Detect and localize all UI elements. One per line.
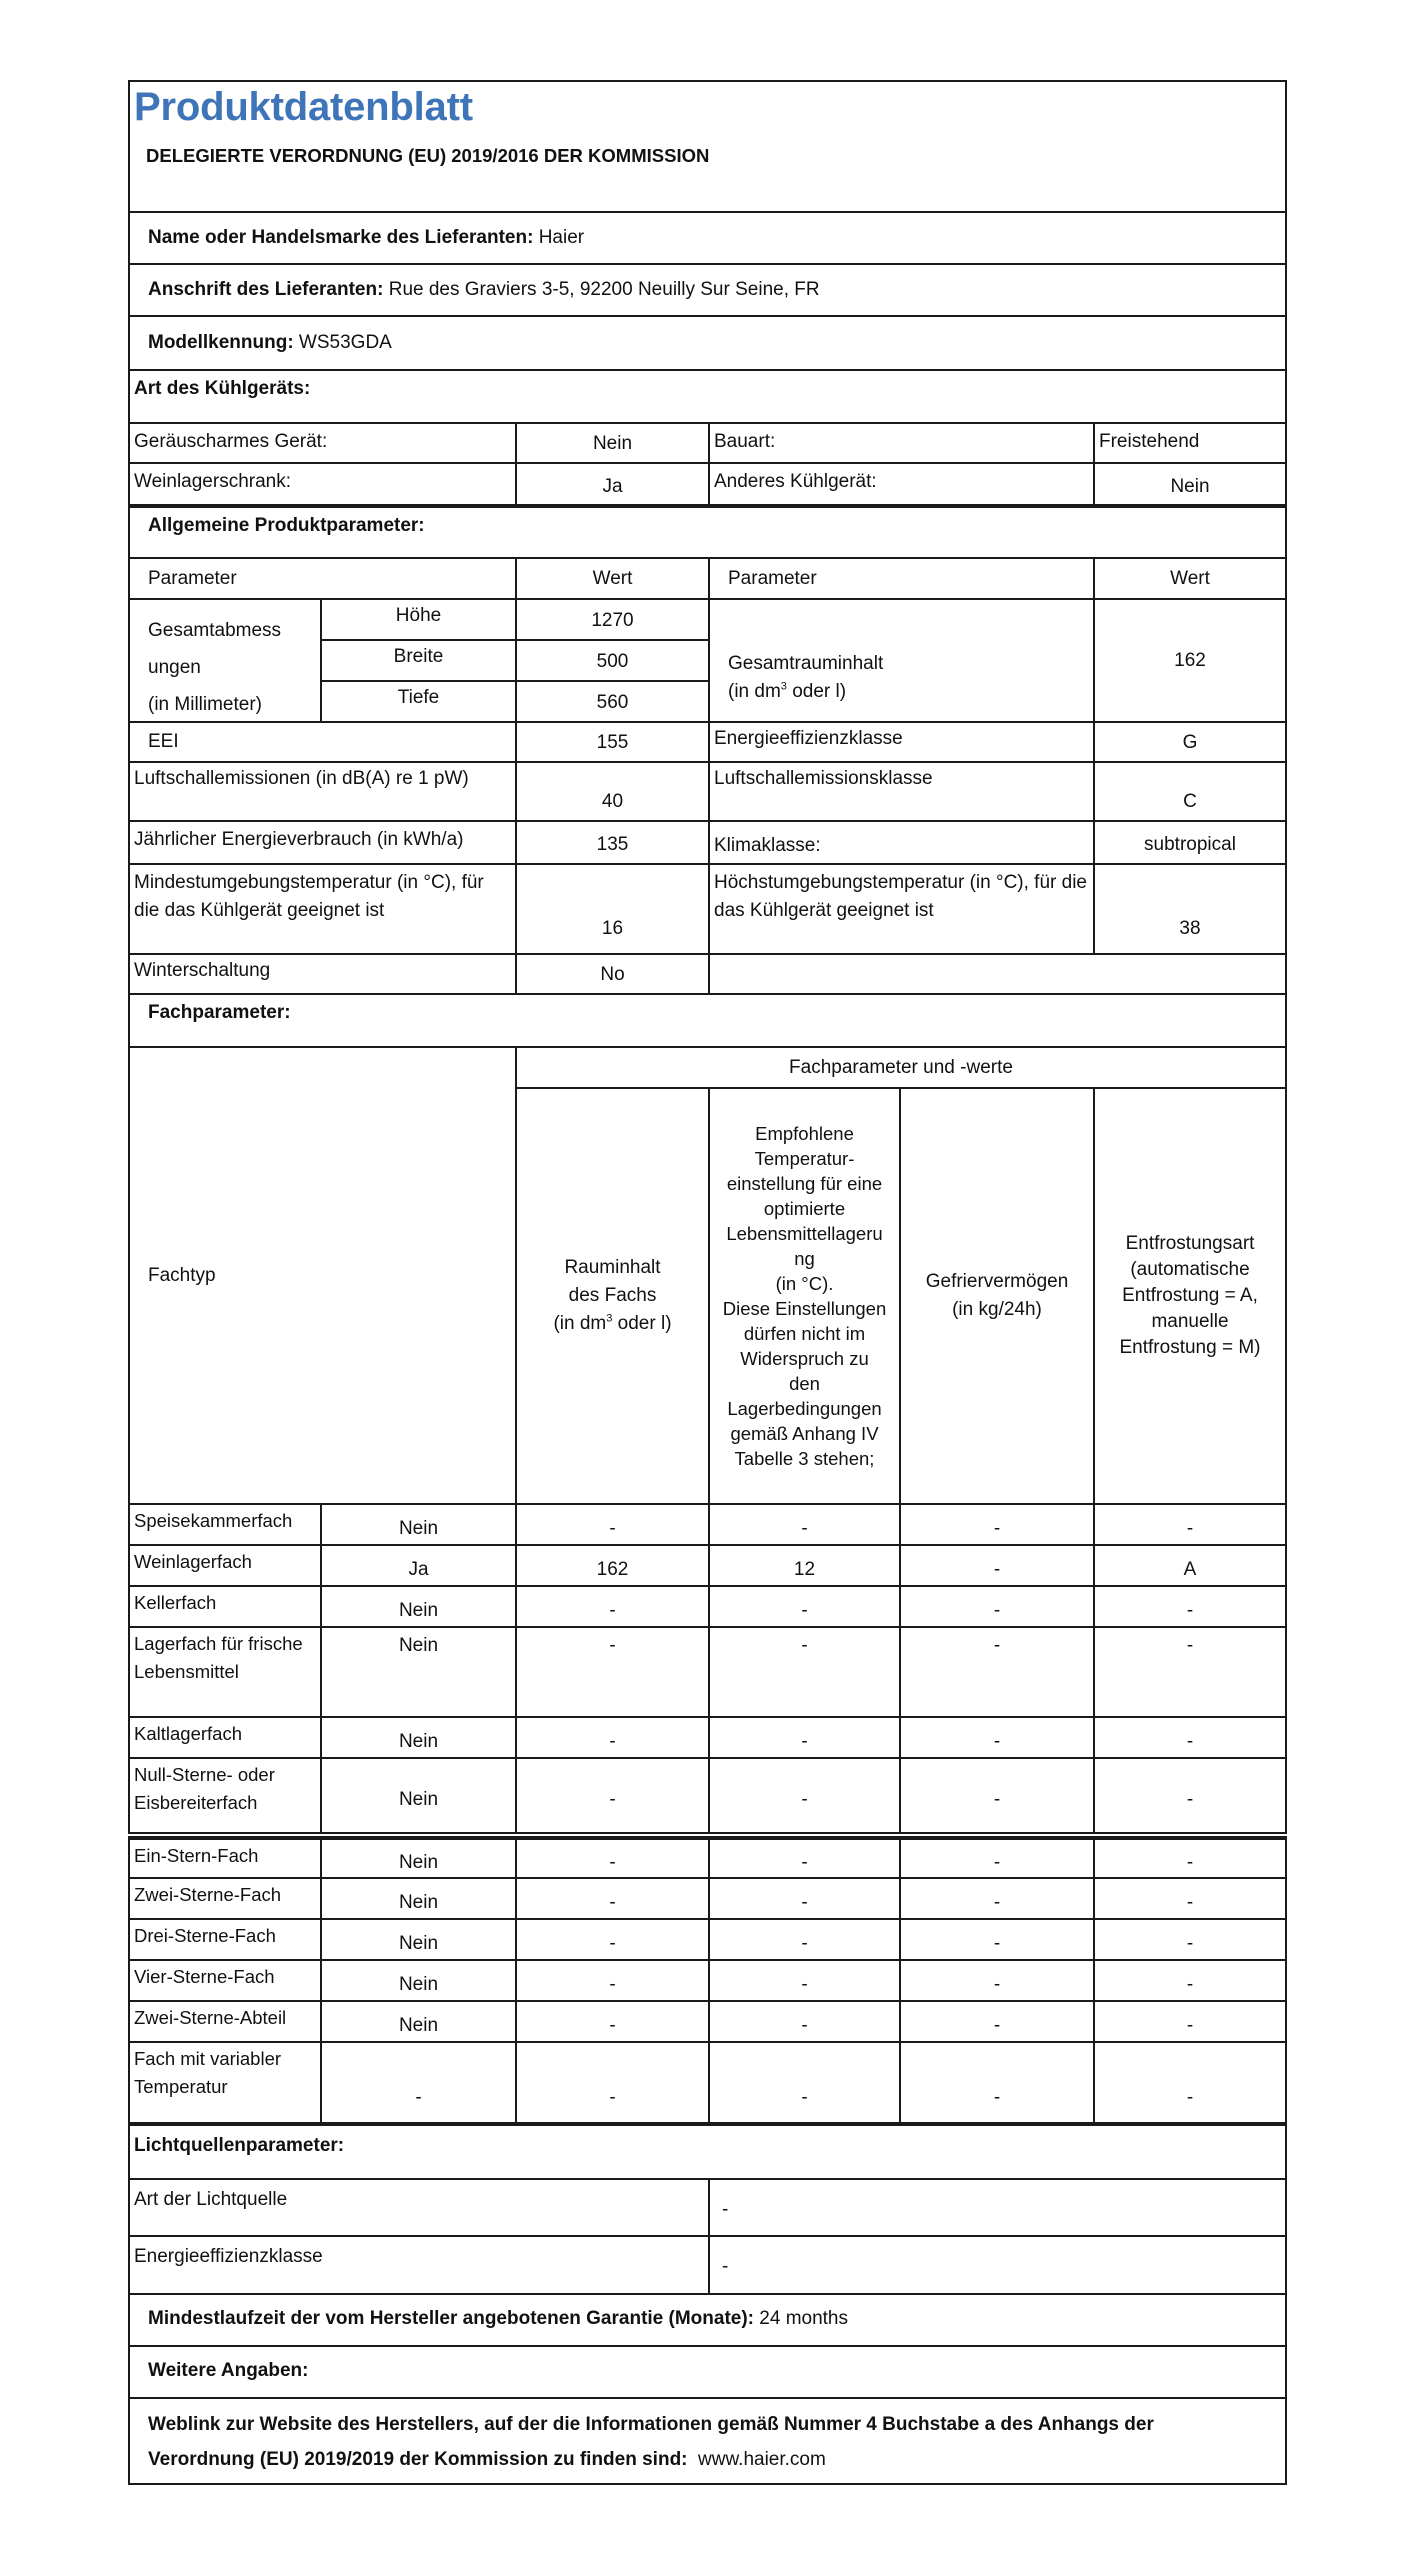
compartment-volume: - xyxy=(515,2000,710,2043)
total-volume-value: 162 xyxy=(1093,598,1287,723)
wine-cabinet-value: Ja xyxy=(515,462,710,507)
compartment-type: Vier-Sterne-Fach xyxy=(128,1959,322,2002)
compartment-present: Nein xyxy=(320,1877,517,1920)
max-ambient-temp-value: 38 xyxy=(1093,863,1287,955)
compartment-freezing-capacity: - xyxy=(899,2000,1095,2043)
further-info-heading: Weitere Angaben: xyxy=(128,2345,1287,2399)
compartment-freezing-capacity: - xyxy=(899,1716,1095,1759)
compartment-defrost: - xyxy=(1093,1757,1287,1834)
max-ambient-temp-label: Höchstumgebungstemperatur (in °C), für die das Kühlgerät geeignet ist xyxy=(708,863,1095,955)
dimensions-label xyxy=(128,598,322,723)
col-header-compartment-type: Fachtyp xyxy=(128,1046,517,1505)
compartment-freezing-capacity: - xyxy=(899,1757,1095,1834)
header-line: Entfrostung = A, xyxy=(1122,1285,1258,1306)
compartment-volume: - xyxy=(515,1877,710,1920)
annual-energy-value: 135 xyxy=(515,820,710,865)
compartment-temp: - xyxy=(708,1757,901,1834)
compartment-present: Nein xyxy=(320,1716,517,1759)
header-line: Empfohlene xyxy=(755,1123,854,1144)
compartment-volume: - xyxy=(515,1757,710,1834)
low-noise-value: Nein xyxy=(515,422,710,464)
compartment-freezing-capacity: - xyxy=(899,1503,1095,1546)
compartment-volume: - xyxy=(515,1503,710,1546)
col-header-recommended-temp xyxy=(708,1087,901,1505)
winter-switch-empty xyxy=(708,953,1287,995)
compartment-temp: - xyxy=(708,1959,901,2002)
weblink-label-line: Verordnung (EU) 2019/2019 der Kommission zu finden sind: xyxy=(148,2449,688,2470)
compartment-present: Nein xyxy=(320,1918,517,1961)
compartment-defrost: - xyxy=(1093,1585,1287,1628)
winter-switch-value: No xyxy=(515,953,710,995)
dimension-width-value: 500 xyxy=(515,639,710,682)
compartment-type: Ein-Stern-Fach xyxy=(128,1836,322,1879)
header-line: Entfrostungsart xyxy=(1125,1233,1255,1254)
dimension-height-label: Höhe xyxy=(320,598,517,641)
noise-emission-label: Luftschallemissionen (in dB(A) re 1 pW) xyxy=(128,761,517,822)
compartment-type: Kellerfach xyxy=(128,1585,322,1628)
compartment-present: Nein xyxy=(320,1959,517,2002)
compartment-type: Fach mit variabler Temperatur xyxy=(128,2041,322,2124)
compartment-defrost: - xyxy=(1093,2000,1287,2043)
header-line xyxy=(553,1310,671,1338)
compartment-type: Kaltlagerfach xyxy=(128,1716,322,1759)
light-energy-class-label: Energieeffizienzklasse xyxy=(128,2235,710,2295)
weblink-label-line: Weblink zur Website des Herstellers, auf der die Informationen gemäß Nummer 4 Buchstabe a des Anhangs der xyxy=(148,2414,1154,2435)
header-line: dürfen nicht im xyxy=(743,1323,866,1344)
compartment-present: Nein xyxy=(320,2000,517,2043)
compartment-temp: - xyxy=(708,1585,901,1628)
total-volume-label-line: Gesamtrauminhalt xyxy=(728,653,884,674)
min-ambient-temp-label: Mindestumgebungstemperatur (in °C), für die das Kühlgerät geeignet ist xyxy=(128,863,517,955)
light-energy-class-value: - xyxy=(708,2235,1287,2295)
unit-superscript: 3 xyxy=(606,1312,613,1325)
compartment-temp: - xyxy=(708,1626,901,1718)
compartment-temp: - xyxy=(708,1918,901,1961)
header-line: Rauminhalt xyxy=(564,1257,661,1278)
supplier-name-row xyxy=(128,211,1287,265)
header-line: manuelle xyxy=(1151,1311,1229,1332)
compartment-freezing-capacity: - xyxy=(899,1959,1095,2002)
compartment-present: Nein xyxy=(320,1503,517,1546)
model-identifier-row xyxy=(128,315,1287,371)
compartment-volume: - xyxy=(515,1918,710,1961)
light-source-type-label: Art der Lichtquelle xyxy=(128,2178,710,2237)
compartment-freezing-capacity: - xyxy=(899,1918,1095,1961)
compartment-temp: - xyxy=(708,1877,901,1920)
title-block xyxy=(128,80,1287,213)
compartment-volume: - xyxy=(515,1716,710,1759)
compartment-type: Drei-Sterne-Fach xyxy=(128,1918,322,1961)
col-group-header-compartment-values: Fachparameter und -werte xyxy=(515,1046,1287,1089)
compartment-type: Zwei-Sterne-Fach xyxy=(128,1877,322,1920)
compartment-volume: 162 xyxy=(515,1544,710,1587)
header-line: optimierte xyxy=(763,1198,846,1219)
unit-text: (in dm xyxy=(728,681,781,702)
compartment-freezing-capacity: - xyxy=(899,1836,1095,1879)
compartment-present: Nein xyxy=(320,1836,517,1879)
compartment-defrost: - xyxy=(1093,1836,1287,1879)
unit-text: oder l) xyxy=(786,681,847,702)
compartment-volume: - xyxy=(515,1626,710,1718)
other-appliance-value: Nein xyxy=(1093,462,1287,507)
compartment-present: Nein xyxy=(320,1626,517,1718)
compartment-type: Speisekammerfach xyxy=(128,1503,322,1546)
compartment-temp: 12 xyxy=(708,1544,901,1587)
compartment-params-heading: Fachparameter: xyxy=(128,993,1287,1048)
compartment-defrost: - xyxy=(1093,1877,1287,1920)
dimension-depth-label: Tiefe xyxy=(320,680,517,723)
compartment-defrost: - xyxy=(1093,2041,1287,2124)
min-ambient-temp-value: 16 xyxy=(515,863,710,955)
compartment-temp: - xyxy=(708,1716,901,1759)
header-line: Lebensmittellageru xyxy=(726,1223,883,1244)
header-line: Tabelle 3 stehen; xyxy=(734,1448,875,1469)
wine-cabinet-label: Weinlagerschrank: xyxy=(128,462,517,507)
compartment-freezing-capacity: - xyxy=(899,1585,1095,1628)
supplier-address-value: Rue des Graviers 3-5, 92200 Neuilly Sur Seine, FR xyxy=(383,279,820,300)
compartment-temp: - xyxy=(708,2041,901,2124)
winter-switch-label: Winterschaltung xyxy=(128,953,517,995)
col-header-freezing-capacity xyxy=(899,1087,1095,1505)
manufacturer-website-link[interactable]: www.haier.com xyxy=(687,2449,826,2470)
noise-emission-value: 40 xyxy=(515,761,710,822)
header-line: (in kg/24h) xyxy=(952,1299,1042,1320)
compartment-freezing-capacity: - xyxy=(899,1877,1095,1920)
compartment-present: Nein xyxy=(320,1585,517,1628)
compartment-defrost: - xyxy=(1093,1959,1287,2002)
noise-class-label: Luftschallemissionsklasse xyxy=(708,761,1095,822)
compartment-volume: - xyxy=(515,1585,710,1628)
compartment-defrost: - xyxy=(1093,1918,1287,1961)
header-line: (in °C). xyxy=(775,1273,834,1294)
dimension-height-value: 1270 xyxy=(515,598,710,641)
header-line: ng xyxy=(794,1248,815,1269)
energy-class-value: G xyxy=(1093,721,1287,763)
header-line: Temperatur- xyxy=(754,1148,855,1169)
total-volume-label xyxy=(708,598,1095,723)
compartment-defrost: - xyxy=(1093,1503,1287,1546)
compartment-freezing-capacity: - xyxy=(899,1626,1095,1718)
appliance-type-heading: Art des Kühlgeräts: xyxy=(128,369,1287,424)
climate-class-value: subtropical xyxy=(1093,820,1287,865)
compartment-temp: - xyxy=(708,2000,901,2043)
compartment-type: Lagerfach für frische Lebensmittel xyxy=(128,1626,322,1718)
unit-text: (in dm xyxy=(553,1313,607,1334)
noise-class-value: C xyxy=(1093,761,1287,822)
weblink-row xyxy=(128,2397,1287,2485)
compartment-temp: - xyxy=(708,1836,901,1879)
header-line: des Fachs xyxy=(568,1285,657,1306)
compartment-defrost: - xyxy=(1093,1626,1287,1718)
compartment-type: Zwei-Sterne-Abteil xyxy=(128,2000,322,2043)
col-header-value-2: Wert xyxy=(1093,557,1287,600)
warranty-row xyxy=(128,2293,1287,2347)
compartment-temp: - xyxy=(708,1503,901,1546)
header-line: Diese Einstellungen xyxy=(722,1298,887,1319)
general-params-heading: Allgemeine Produktparameter: xyxy=(128,504,1287,559)
compartment-type: Weinlagerfach xyxy=(128,1544,322,1587)
header-line: Lagerbedingungen xyxy=(727,1398,882,1419)
light-source-type-value: - xyxy=(708,2178,1287,2237)
compartment-freezing-capacity: - xyxy=(899,2041,1095,2124)
supplier-address-row xyxy=(128,263,1287,317)
model-identifier-label: Modellkennung: xyxy=(148,332,294,353)
compartment-freezing-capacity: - xyxy=(899,1544,1095,1587)
compartment-volume: - xyxy=(515,1959,710,2002)
model-identifier-value: WS53GDA xyxy=(293,332,392,353)
header-line: gemäß Anhang IV xyxy=(730,1423,879,1444)
climate-class-label: Klimaklasse: xyxy=(708,820,1095,865)
compartment-present: Ja xyxy=(320,1544,517,1587)
header-line: einstellung für eine xyxy=(726,1173,883,1194)
header-line: Widerspruch zu xyxy=(740,1348,869,1369)
annual-energy-label: Jährlicher Energieverbrauch (in kWh/a) xyxy=(128,820,517,865)
unit-text: oder l) xyxy=(612,1313,672,1334)
compartment-present: Nein xyxy=(320,1757,517,1834)
col-header-parameter: Parameter xyxy=(128,557,517,600)
dimensions-label-line: (in Millimeter) xyxy=(148,694,262,715)
dimensions-label-line: ungen xyxy=(148,657,201,678)
unit-superscript: 3 xyxy=(780,680,787,693)
dimensions-label-line: Gesamtabmess xyxy=(148,620,282,641)
regulation-subtitle: DELEGIERTE VERORDNUNG (EU) 2019/2016 DER KOMMISSION xyxy=(146,145,710,166)
compartment-volume: - xyxy=(515,2041,710,2124)
header-line: Gefriervermögen xyxy=(925,1271,1069,1292)
energy-class-label: Energieeffizienzklasse xyxy=(708,721,1095,763)
compartment-volume: - xyxy=(515,1836,710,1879)
compartment-defrost: A xyxy=(1093,1544,1287,1587)
compartment-type: Null-Sterne- oder Eisbereiterfach xyxy=(128,1757,322,1834)
supplier-name-value: Haier xyxy=(533,227,585,248)
light-source-heading: Lichtquellenparameter: xyxy=(128,2122,1287,2180)
eei-value: 155 xyxy=(515,721,710,763)
other-appliance-label: Anderes Kühlgerät: xyxy=(708,462,1095,507)
header-line: den xyxy=(789,1373,820,1394)
dimension-width-label: Breite xyxy=(320,639,517,682)
dimension-depth-value: 560 xyxy=(515,680,710,723)
supplier-address-label: Anschrift des Lieferanten: xyxy=(148,279,384,300)
page-title: Produktdatenblatt xyxy=(134,85,473,129)
col-header-compartment-volume xyxy=(515,1087,710,1505)
compartment-defrost: - xyxy=(1093,1716,1287,1759)
warranty-label: Mindestlaufzeit der vom Hersteller angebotenen Garantie (Monate): xyxy=(148,2308,754,2329)
col-header-parameter-2: Parameter xyxy=(708,557,1095,600)
col-header-defrost-type xyxy=(1093,1087,1287,1505)
supplier-name-label: Name oder Handelsmarke des Lieferanten: xyxy=(148,227,534,248)
design-type-label: Bauart: xyxy=(708,422,1095,464)
eei-label: EEI xyxy=(128,721,517,763)
col-header-value: Wert xyxy=(515,557,710,600)
header-line: (automatische xyxy=(1130,1259,1250,1280)
total-volume-unit xyxy=(728,678,1093,706)
compartment-present: - xyxy=(320,2041,517,2124)
header-line: Entfrostung = M) xyxy=(1119,1337,1261,1358)
design-type-value: Freistehend xyxy=(1093,422,1287,464)
low-noise-label: Geräuscharmes Gerät: xyxy=(128,422,517,464)
warranty-value: 24 months xyxy=(754,2308,848,2329)
